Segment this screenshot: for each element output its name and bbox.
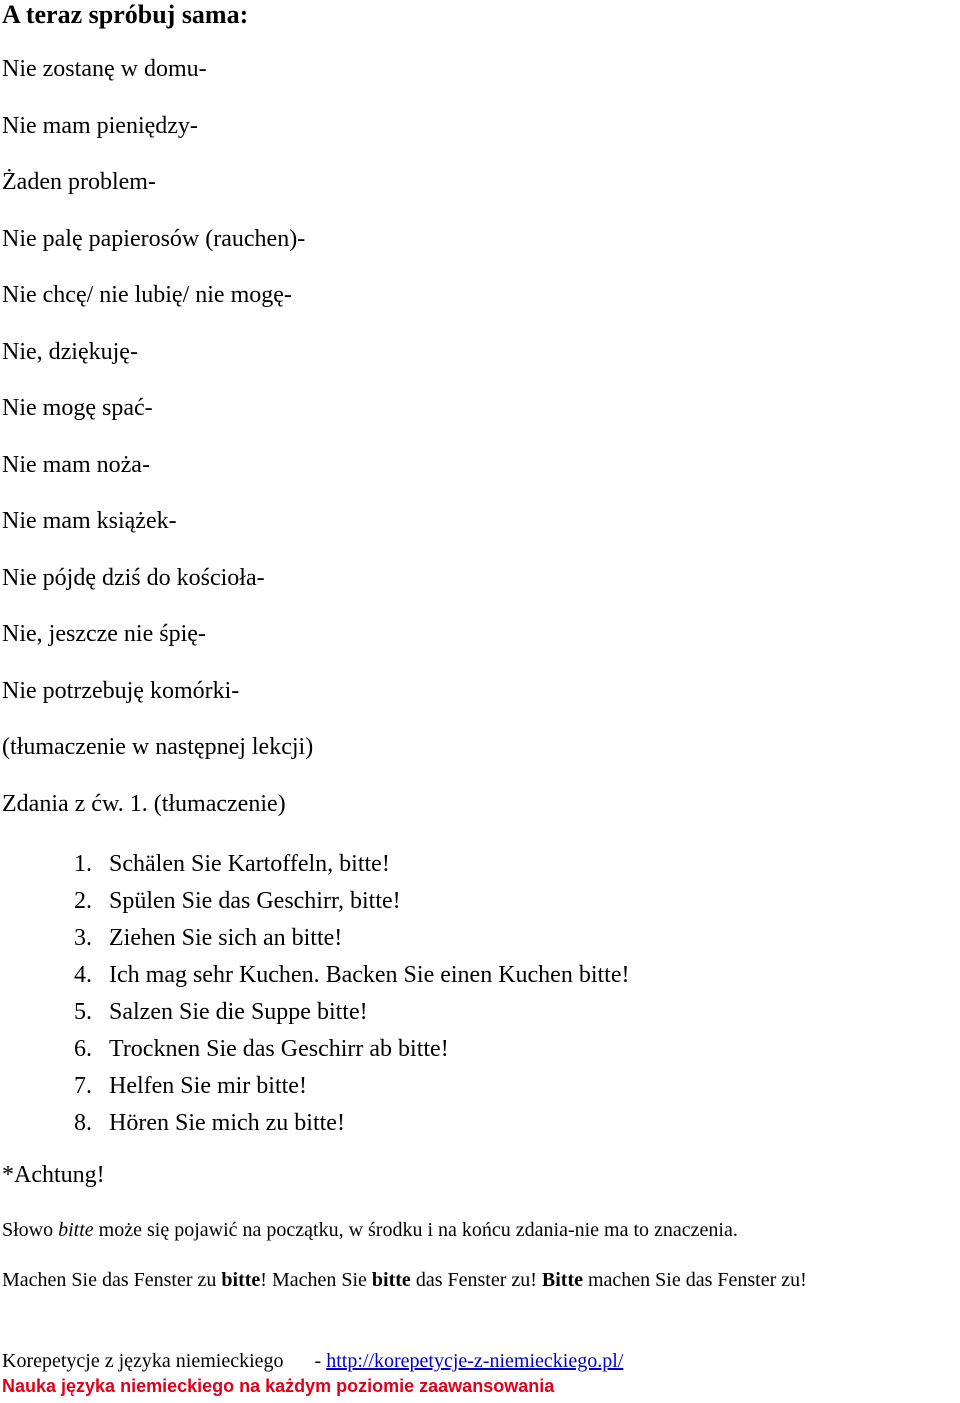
list-item bbox=[74, 1068, 629, 1105]
exercise-line: Nie potrzebuję komórki- bbox=[2, 678, 240, 704]
example-bold-word: bitte bbox=[371, 1269, 411, 1291]
exercise-line: Nie, jeszcze nie śpię- bbox=[2, 621, 206, 647]
exercise-line: Nie mam pieniędzy- bbox=[2, 113, 198, 139]
list-item bbox=[74, 994, 629, 1031]
translation-list bbox=[74, 846, 629, 1142]
list-item-number: 2. bbox=[74, 888, 92, 914]
exercise-line: Nie zostanę w domu- bbox=[2, 56, 207, 82]
example-text: machen Sie das Fenster zu! bbox=[582, 1269, 807, 1291]
list-item bbox=[74, 957, 629, 994]
exercise-line: Nie pójdę dziś do kościoła- bbox=[2, 565, 265, 591]
bitte-note bbox=[2, 1218, 738, 1242]
footer-website-link[interactable]: http://korepetycje-z-niemieckiego.pl/ bbox=[326, 1350, 624, 1372]
list-item bbox=[74, 1031, 629, 1068]
list-item-text: Ziehen Sie sich an bitte! bbox=[109, 925, 343, 951]
note-italic-word: bitte bbox=[58, 1219, 94, 1241]
list-item-number: 5. bbox=[74, 999, 92, 1025]
list-item bbox=[74, 846, 629, 883]
example-bold-word: bitte bbox=[221, 1269, 261, 1291]
list-item-text: Schälen Sie Kartoffeln, bitte! bbox=[109, 851, 390, 877]
list-item-number: 1. bbox=[74, 851, 92, 877]
exercise-line: Nie mam książek- bbox=[2, 508, 177, 534]
note-text: może się pojawić na początku, w środku i na końcu zdania-nie ma to znaczenia. bbox=[93, 1219, 738, 1241]
footer-tagline: Nauka języka niemieckiego na każdym poziomie zaawansowania bbox=[2, 1376, 555, 1396]
list-item-number: 3. bbox=[74, 925, 92, 951]
example-text: Machen Sie das Fenster zu bbox=[2, 1269, 222, 1291]
exercise-line: Nie, dziękuję- bbox=[2, 339, 138, 365]
exercise-line: Nie chcę/ nie lubię/ nie mogę- bbox=[2, 282, 292, 308]
example-bold-word: Bitte bbox=[541, 1269, 583, 1291]
list-item-text: Ich mag sehr Kuchen. Backen Sie einen Kuchen bitte! bbox=[109, 962, 630, 988]
footer bbox=[2, 1349, 623, 1373]
exercise-line: Nie mam noża- bbox=[2, 452, 150, 478]
list-item bbox=[74, 1105, 629, 1142]
list-item-text: Salzen Sie die Suppe bitte! bbox=[109, 999, 368, 1025]
example-text: ! Machen Sie bbox=[260, 1269, 372, 1291]
bitte-examples bbox=[2, 1268, 807, 1292]
achtung-label: *Achtung! bbox=[2, 1162, 105, 1188]
section-title: Zdania z ćw. 1. (tłumaczenie) bbox=[2, 791, 286, 817]
list-item-text: Spülen Sie das Geschirr, bitte! bbox=[109, 888, 401, 914]
exercise-note-line: (tłumaczenie w następnej lekcji) bbox=[2, 734, 314, 760]
list-item-number: 8. bbox=[74, 1110, 92, 1136]
exercise-line: Nie mogę spać- bbox=[2, 395, 153, 421]
list-item-text: Helfen Sie mir bitte! bbox=[109, 1073, 307, 1099]
note-text: Słowo bbox=[2, 1219, 59, 1241]
example-text: das Fenster zu! bbox=[410, 1269, 542, 1291]
exercise-line: Żaden problem- bbox=[2, 169, 156, 195]
list-item-number: 7. bbox=[74, 1073, 92, 1099]
list-item-number: 6. bbox=[74, 1036, 92, 1062]
list-item-text: Trocknen Sie das Geschirr ab bitte! bbox=[109, 1036, 449, 1062]
footer-label: Korepetycje z języka niemieckiego bbox=[2, 1350, 284, 1372]
page-heading: A teraz spróbuj sama: bbox=[2, 0, 249, 29]
list-item bbox=[74, 883, 629, 920]
list-item bbox=[74, 920, 629, 957]
footer-separator: - bbox=[314, 1350, 322, 1372]
exercise-line: Nie palę papierosów (rauchen)- bbox=[2, 226, 306, 252]
list-item-text: Hören Sie mich zu bitte! bbox=[109, 1110, 345, 1136]
list-item-number: 4. bbox=[74, 962, 92, 988]
